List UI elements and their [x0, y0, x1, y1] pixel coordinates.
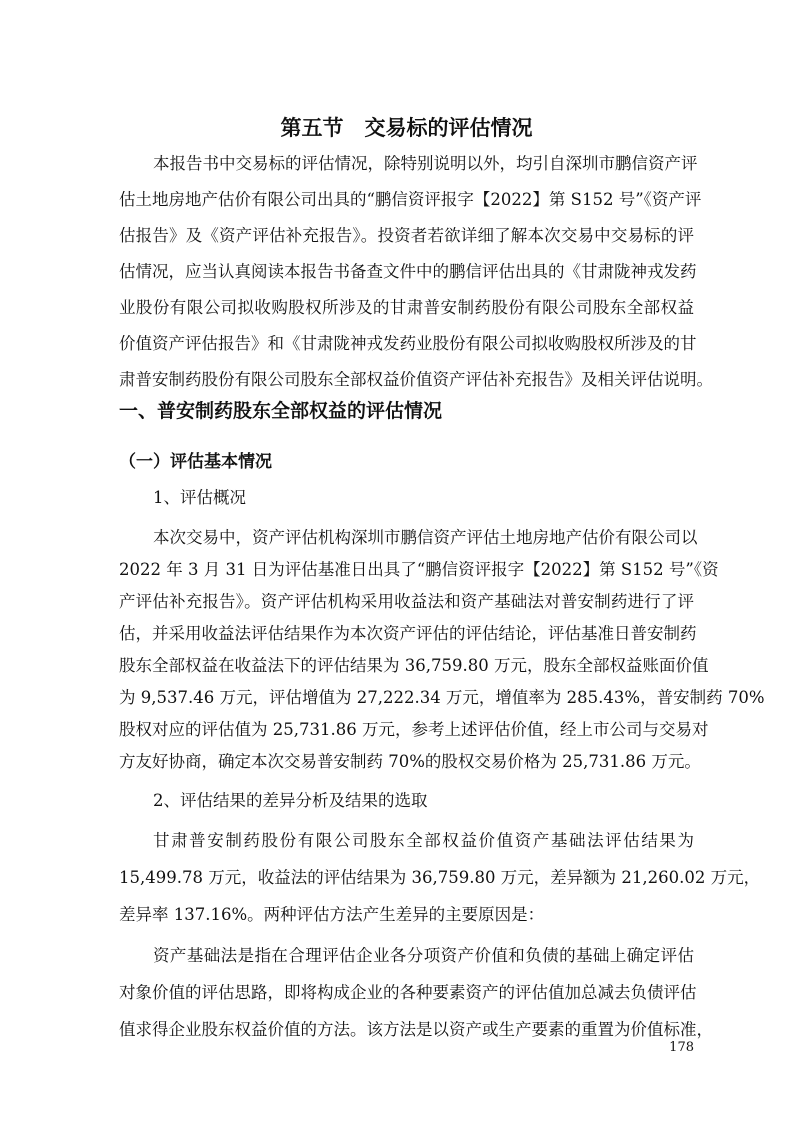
text-line: 对象价值的评估思路，即将构成企业的各种要素资产的评估值加总减去负债评估	[119, 983, 697, 1002]
paragraph-3	[119, 937, 713, 1048]
item-heading-1: 1、评估概况	[153, 488, 246, 507]
item-heading-2: 2、评估结果的差异分析及结果的选取	[153, 791, 428, 810]
text-line: 值求得企业股东权益价值的方法。该方法是以资产或生产要素的重置为价值标准，	[119, 1020, 713, 1039]
text-line: 业股份有限公司拟收购股权所涉及的甘肃普安制药股份有限公司股东全部权益	[119, 298, 694, 317]
heading-1: 一、普安制药股东全部权益的评估情况	[119, 400, 443, 422]
text-line: 甘肃普安制药股份有限公司股东全部权益价值资产基础法评估结果为	[153, 831, 694, 850]
text-line: 估情况，应当认真阅读本报告书备查文件中的鹏信评估出具的《甘肃陇神戎发药	[119, 262, 697, 281]
text-line: 估土地房地产估价有限公司出具的“鹏信资评报字【2022】第 S152 号”《资产评	[119, 190, 702, 209]
text-line: 产评估补充报告》。资产评估机构采用收益法和资产基础法对普安制药进行了评	[119, 592, 694, 611]
text-line: 2022 年 3 月 31 日为评估基准日出具了“鹏信资评报字【2022】第 S152 号”《资	[119, 560, 719, 579]
text-line: 差异率 137.16%。两种评估方法产生差异的主要原因是：	[119, 905, 545, 924]
text-line: 股东全部权益在收益法下的评估结果为 36,759.80 万元，股东全部权益账面价值	[119, 656, 709, 675]
paragraph-2	[119, 822, 761, 933]
page-number: 178	[669, 1040, 694, 1055]
text-line: 估，并采用收益法评估结果作为本次资产评估的评估结论，评估基准日普安制药	[119, 624, 697, 643]
text-line: 本次交易中，资产评估机构深圳市鹏信资产评估土地房地产估价有限公司以	[153, 528, 698, 547]
text-line: 肃普安制药股份有限公司股东全部权益价值资产评估补充报告》及相关评估说明。	[119, 370, 713, 389]
paragraph-1	[119, 522, 765, 778]
heading-2: （一）评估基本情况	[119, 452, 272, 472]
text-line: 15,499.78 万元，收益法的评估结果为 36,759.80 万元，差异额为 21,260.02 万元，	[119, 868, 761, 887]
text-line: 本报告书中交易标的评估情况，除特别说明以外，均引自深圳市鹏信资产评	[153, 154, 698, 173]
text-line: 价值资产评估报告》和《甘肃陇神戎发药业股份有限公司拟收购股权所涉及的甘	[119, 334, 697, 353]
section-title: 第五节 交易标的评估情况	[280, 116, 533, 140]
text-line: 资产基础法是指在合理评估企业各分项资产价值和负债的基础上确定评估	[153, 946, 694, 965]
text-line: 为 9,537.46 万元，评估增值为 27,222.34 万元，增值率为 285.43%，普安制药 70%	[119, 688, 765, 707]
text-line: 方友好协商，确定本次交易普安制药 70%的股权交易价格为 25,731.86 万元。	[119, 752, 701, 771]
text-line: 估报告》及《资产评估补充报告》。投资者若欲详细了解本次交易中交易标的评	[119, 226, 694, 245]
intro-paragraph	[119, 146, 713, 398]
text-line: 股权对应的评估值为 25,731.86 万元，参考上述评估价值，经上市公司与交易对	[119, 720, 709, 739]
